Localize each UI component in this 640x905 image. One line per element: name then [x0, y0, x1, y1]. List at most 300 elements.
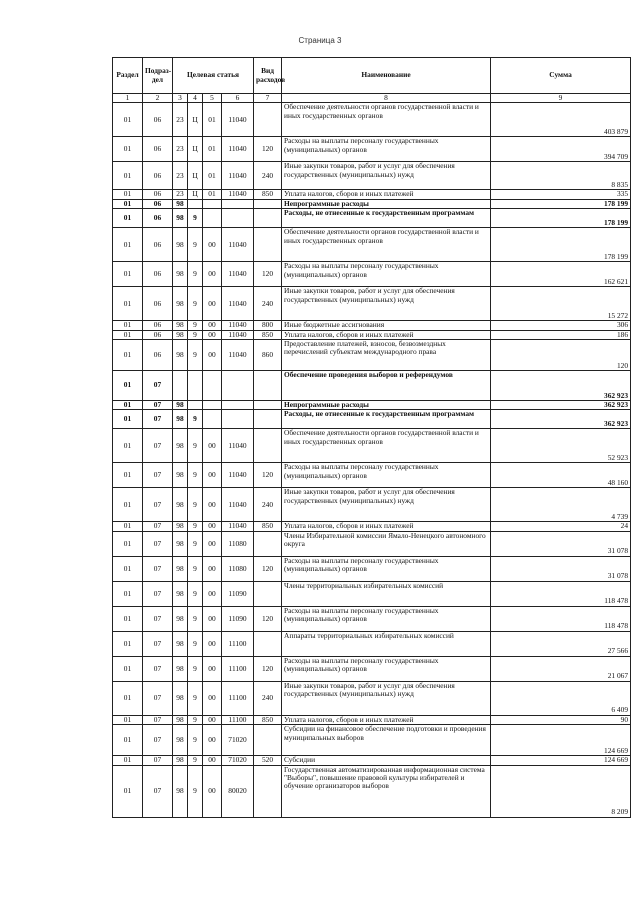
celevaya-part3-cell	[203, 410, 222, 429]
celevaya-part4-cell: 11090	[222, 581, 254, 606]
naimenovanie-cell: Расходы на выплаты персоналу государственных (муниципальных) органов	[282, 556, 491, 581]
celevaya-part2-cell: 9	[188, 228, 203, 262]
celevaya-part4-cell: 11040	[222, 137, 254, 162]
page-label: Страница 3	[298, 36, 342, 45]
celevaya-part2-cell	[188, 199, 203, 208]
summa-cell: 15 272	[491, 287, 631, 321]
podrazdel-cell: 07	[143, 463, 173, 488]
naimenovanie-cell: Расходы на выплаты персоналу государственных (муниципальных) органов	[282, 606, 491, 631]
col-number: 2	[143, 94, 173, 103]
vid-rashodov-cell: 120	[254, 656, 282, 681]
razdel-cell: 01	[113, 228, 143, 262]
podrazdel-cell: 07	[143, 401, 173, 410]
razdel-cell: 01	[113, 556, 143, 581]
table-row	[113, 321, 631, 330]
vid-rashodov-cell: 120	[254, 463, 282, 488]
summa-cell: 120	[491, 340, 631, 371]
celevaya-part1-cell: 98	[173, 488, 188, 522]
celevaya-part3-cell	[203, 199, 222, 208]
celevaya-part2-cell: 9	[188, 765, 203, 817]
podrazdel-cell: 06	[143, 330, 173, 339]
vid-rashodov-cell	[254, 725, 282, 756]
celevaya-part1-cell: 98	[173, 287, 188, 321]
podrazdel-cell: 06	[143, 103, 173, 137]
celevaya-part2-cell: 9	[188, 756, 203, 765]
celevaya-part3-cell: 00	[203, 463, 222, 488]
summa-cell: 52 923	[491, 429, 631, 463]
celevaya-part3-cell: 00	[203, 531, 222, 556]
razdel-cell: 01	[113, 340, 143, 371]
celevaya-part2-cell: 9	[188, 581, 203, 606]
razdel-cell: 01	[113, 401, 143, 410]
podrazdel-cell: 07	[143, 725, 173, 756]
celevaya-part2-cell: 9	[188, 631, 203, 656]
table-body	[113, 103, 631, 817]
summa-cell: 178 199	[491, 228, 631, 262]
naimenovanie-cell: Члены территориальных избирательных комиссий	[282, 581, 491, 606]
celevaya-part3-cell: 01	[203, 162, 222, 190]
podrazdel-cell: 06	[143, 321, 173, 330]
naimenovanie-cell: Уплата налогов, сборов и иных платежей	[282, 715, 491, 724]
celevaya-part1-cell: 98	[173, 410, 188, 429]
naimenovanie-cell: Обеспечение деятельности органов государственной власти и иных государственных органов	[282, 228, 491, 262]
summa-cell: 118 478	[491, 606, 631, 631]
celevaya-part4-cell: 11090	[222, 606, 254, 631]
celevaya-part2-cell: 9	[188, 715, 203, 724]
celevaya-part4-cell: 11040	[222, 103, 254, 137]
celevaya-part3-cell	[203, 371, 222, 401]
razdel-cell: 01	[113, 410, 143, 429]
vid-rashodov-cell: 800	[254, 321, 282, 330]
podrazdel-cell: 07	[143, 765, 173, 817]
table-row	[113, 190, 631, 199]
summa-cell: 90	[491, 715, 631, 724]
table-row	[113, 765, 631, 817]
naimenovanie-cell: Члены Избирательной комиссии Ямало-Ненецкого автономного округа	[282, 531, 491, 556]
summa-cell: 124 669	[491, 725, 631, 756]
budget-table	[112, 57, 631, 818]
vid-rashodov-cell	[254, 631, 282, 656]
celevaya-part1-cell: 23	[173, 103, 188, 137]
naimenovanie-cell: Государственная автоматизированная информационная система "Выборы", повышение правовой культуры избирателей и обучение организаторов выборов	[282, 765, 491, 817]
celevaya-part1-cell: 98	[173, 522, 188, 531]
table-row	[113, 162, 631, 190]
celevaya-part2-cell: 9	[188, 429, 203, 463]
celevaya-part1-cell: 98	[173, 262, 188, 287]
naimenovanie-cell: Расходы на выплаты персоналу государственных (муниципальных) органов	[282, 137, 491, 162]
celevaya-part4-cell: 11040	[222, 228, 254, 262]
celevaya-part2-cell: 9	[188, 209, 203, 228]
razdel-cell: 01	[113, 488, 143, 522]
summa-cell: 124 669	[491, 756, 631, 765]
razdel-cell: 01	[113, 190, 143, 199]
celevaya-part2-cell: 9	[188, 321, 203, 330]
celevaya-part4-cell: 11040	[222, 522, 254, 531]
summa-cell: 362 923	[491, 410, 631, 429]
vid-rashodov-cell: 240	[254, 287, 282, 321]
vid-rashodov-cell: 240	[254, 488, 282, 522]
celevaya-part1-cell: 98	[173, 631, 188, 656]
summa-cell: 394 709	[491, 137, 631, 162]
celevaya-part2-cell: 9	[188, 606, 203, 631]
summa-cell: 31 078	[491, 531, 631, 556]
naimenovanie-cell: Иные закупки товаров, работ и услуг для обеспечения государственных (муниципальных) нужд	[282, 681, 491, 715]
summa-cell: 24	[491, 522, 631, 531]
razdel-cell: 01	[113, 631, 143, 656]
celevaya-part3-cell: 00	[203, 756, 222, 765]
summa-cell: 403 879	[491, 103, 631, 137]
naimenovanie-cell: Иные закупки товаров, работ и услуг для обеспечения государственных (муниципальных) нужд	[282, 488, 491, 522]
naimenovanie-cell: Иные закупки товаров, работ и услуг для обеспечения государственных (муниципальных) нужд	[282, 287, 491, 321]
celevaya-part1-cell: 98	[173, 681, 188, 715]
celevaya-part3-cell: 00	[203, 715, 222, 724]
celevaya-part1-cell: 98	[173, 199, 188, 208]
summa-cell: 4 739	[491, 488, 631, 522]
podrazdel-cell: 07	[143, 681, 173, 715]
table-row	[113, 522, 631, 531]
col-number: 6	[222, 94, 254, 103]
celevaya-part1-cell: 98	[173, 656, 188, 681]
celevaya-part4-cell: 11040	[222, 330, 254, 339]
razdel-cell: 01	[113, 429, 143, 463]
razdel-cell: 01	[113, 371, 143, 401]
table-row	[113, 137, 631, 162]
razdel-cell: 01	[113, 262, 143, 287]
vid-rashodov-cell: 850	[254, 190, 282, 199]
celevaya-part1-cell: 98	[173, 463, 188, 488]
summa-cell: 186	[491, 330, 631, 339]
podrazdel-cell: 06	[143, 262, 173, 287]
celevaya-part3-cell: 00	[203, 606, 222, 631]
naimenovanie-cell: Уплата налогов, сборов и иных платежей	[282, 522, 491, 531]
col-number: 4	[188, 94, 203, 103]
celevaya-part1-cell: 23	[173, 162, 188, 190]
table-row	[113, 262, 631, 287]
celevaya-part1-cell: 98	[173, 756, 188, 765]
naimenovanie-cell: Расходы, не отнесенные к государственным программам	[282, 410, 491, 429]
vid-rashodov-cell	[254, 103, 282, 137]
summa-cell: 27 566	[491, 631, 631, 656]
celevaya-part4-cell: 11040	[222, 488, 254, 522]
celevaya-part4-cell: 11040	[222, 429, 254, 463]
header-vid-rashodov: Вид расходов	[254, 58, 282, 94]
celevaya-part4-cell: 11040	[222, 190, 254, 199]
naimenovanie-cell: Аппараты территориальных избирательных комиссий	[282, 631, 491, 656]
razdel-cell: 01	[113, 765, 143, 817]
celevaya-part4-cell: 11100	[222, 631, 254, 656]
summa-cell: 8 835	[491, 162, 631, 190]
podrazdel-cell: 07	[143, 556, 173, 581]
podrazdel-cell: 06	[143, 287, 173, 321]
celevaya-part1-cell: 98	[173, 401, 188, 410]
celevaya-part1-cell: 98	[173, 340, 188, 371]
celevaya-part4-cell	[222, 401, 254, 410]
naimenovanie-cell: Субсидии на финансовое обеспечение подготовки и проведения муниципальных выборов	[282, 725, 491, 756]
podrazdel-cell: 07	[143, 631, 173, 656]
table-row	[113, 228, 631, 262]
celevaya-part3-cell: 01	[203, 190, 222, 199]
vid-rashodov-cell: 120	[254, 606, 282, 631]
razdel-cell: 01	[113, 606, 143, 631]
vid-rashodov-cell: 850	[254, 715, 282, 724]
vid-rashodov-cell	[254, 581, 282, 606]
naimenovanie-cell: Уплата налогов, сборов и иных платежей	[282, 330, 491, 339]
celevaya-part4-cell: 11100	[222, 656, 254, 681]
celevaya-part3-cell: 01	[203, 103, 222, 137]
celevaya-part2-cell: 9	[188, 522, 203, 531]
celevaya-part1-cell: 98	[173, 581, 188, 606]
razdel-cell: 01	[113, 656, 143, 681]
podrazdel-cell: 07	[143, 581, 173, 606]
naimenovanie-cell: Обеспечение проведения выборов и референдумов	[282, 371, 491, 401]
celevaya-part3-cell	[203, 401, 222, 410]
razdel-cell: 01	[113, 287, 143, 321]
celevaya-part3-cell: 00	[203, 656, 222, 681]
celevaya-part4-cell	[222, 410, 254, 429]
vid-rashodov-cell	[254, 228, 282, 262]
celevaya-part3-cell: 00	[203, 330, 222, 339]
summa-cell: 162 621	[491, 262, 631, 287]
podrazdel-cell: 07	[143, 606, 173, 631]
razdel-cell: 01	[113, 715, 143, 724]
naimenovanie-cell: Непрограммные расходы	[282, 401, 491, 410]
col-number: 7	[254, 94, 282, 103]
celevaya-part3-cell: 00	[203, 681, 222, 715]
header-summa: Сумма	[491, 58, 631, 94]
razdel-cell: 01	[113, 531, 143, 556]
naimenovanie-cell: Субсидии	[282, 756, 491, 765]
razdel-cell: 01	[113, 199, 143, 208]
celevaya-part4-cell: 71020	[222, 725, 254, 756]
celevaya-part2-cell	[188, 371, 203, 401]
celevaya-part2-cell: 9	[188, 287, 203, 321]
celevaya-part4-cell: 80020	[222, 765, 254, 817]
celevaya-part3-cell: 00	[203, 488, 222, 522]
celevaya-part1-cell: 98	[173, 531, 188, 556]
celevaya-part3-cell: 00	[203, 522, 222, 531]
vid-rashodov-cell	[254, 371, 282, 401]
podrazdel-cell: 06	[143, 199, 173, 208]
celevaya-part2-cell: 9	[188, 410, 203, 429]
vid-rashodov-cell: 120	[254, 137, 282, 162]
celevaya-part2-cell: Ц	[188, 190, 203, 199]
podrazdel-cell: 06	[143, 162, 173, 190]
celevaya-part1-cell: 98	[173, 228, 188, 262]
table-row	[113, 581, 631, 606]
table-row	[113, 103, 631, 137]
header-naimenovanie: Наименование	[282, 58, 491, 94]
celevaya-part4-cell: 11080	[222, 556, 254, 581]
vid-rashodov-cell: 240	[254, 162, 282, 190]
table-row	[113, 340, 631, 371]
summa-cell: 178 199	[491, 209, 631, 228]
vid-rashodov-cell: 120	[254, 556, 282, 581]
naimenovanie-cell: Расходы на выплаты персоналу государственных (муниципальных) органов	[282, 463, 491, 488]
celevaya-part1-cell: 23	[173, 190, 188, 199]
celevaya-part4-cell: 11100	[222, 681, 254, 715]
vid-rashodov-cell: 240	[254, 681, 282, 715]
header-razdel: Раздел	[113, 58, 143, 94]
celevaya-part2-cell: 9	[188, 262, 203, 287]
table-row	[113, 725, 631, 756]
celevaya-part4-cell: 71020	[222, 756, 254, 765]
celevaya-part2-cell: 9	[188, 340, 203, 371]
table-row	[113, 429, 631, 463]
table-row	[113, 656, 631, 681]
celevaya-part4-cell: 11040	[222, 162, 254, 190]
podrazdel-cell: 07	[143, 429, 173, 463]
celevaya-part3-cell: 00	[203, 287, 222, 321]
razdel-cell: 01	[113, 581, 143, 606]
celevaya-part3-cell: 00	[203, 581, 222, 606]
celevaya-part1-cell: 98	[173, 321, 188, 330]
naimenovanie-cell: Обеспечение деятельности органов государственной власти и иных государственных органов	[282, 429, 491, 463]
celevaya-part1-cell: 98	[173, 725, 188, 756]
vid-rashodov-cell: 120	[254, 262, 282, 287]
summa-cell: 6 409	[491, 681, 631, 715]
celevaya-part1-cell	[173, 371, 188, 401]
summa-cell: 362 923	[491, 371, 631, 401]
header-podrazdel: Подраз-дел	[143, 58, 173, 94]
header-celevaya-statya: Целевая статья	[173, 58, 254, 94]
summa-cell: 362 923	[491, 401, 631, 410]
naimenovanie-cell: Уплата налогов, сборов и иных платежей	[282, 190, 491, 199]
col-number: 3	[173, 94, 188, 103]
celevaya-part2-cell: Ц	[188, 162, 203, 190]
summa-cell: 306	[491, 321, 631, 330]
celevaya-part1-cell: 98	[173, 606, 188, 631]
razdel-cell: 01	[113, 162, 143, 190]
celevaya-part4-cell: 11040	[222, 340, 254, 371]
table-row	[113, 606, 631, 631]
vid-rashodov-cell	[254, 410, 282, 429]
celevaya-part4-cell: 11100	[222, 715, 254, 724]
celevaya-part3-cell: 00	[203, 340, 222, 371]
vid-rashodov-cell	[254, 531, 282, 556]
celevaya-part1-cell: 98	[173, 330, 188, 339]
vid-rashodov-cell: 860	[254, 340, 282, 371]
celevaya-part3-cell: 01	[203, 137, 222, 162]
table-row	[113, 410, 631, 429]
razdel-cell: 01	[113, 756, 143, 765]
celevaya-part4-cell: 11080	[222, 531, 254, 556]
table-row	[113, 756, 631, 765]
table-row	[113, 463, 631, 488]
table-row	[113, 681, 631, 715]
vid-rashodov-cell	[254, 429, 282, 463]
razdel-cell: 01	[113, 681, 143, 715]
celevaya-part2-cell: 9	[188, 656, 203, 681]
naimenovanie-cell: Расходы, не отнесенные к государственным программам	[282, 209, 491, 228]
podrazdel-cell: 07	[143, 522, 173, 531]
podrazdel-cell: 06	[143, 209, 173, 228]
vid-rashodov-cell	[254, 765, 282, 817]
podrazdel-cell: 06	[143, 340, 173, 371]
celevaya-part2-cell: 9	[188, 681, 203, 715]
table-row	[113, 556, 631, 581]
summa-cell: 335	[491, 190, 631, 199]
podrazdel-cell: 07	[143, 531, 173, 556]
celevaya-part1-cell: 23	[173, 137, 188, 162]
celevaya-part2-cell: 9	[188, 531, 203, 556]
razdel-cell: 01	[113, 103, 143, 137]
celevaya-part2-cell: 9	[188, 463, 203, 488]
razdel-cell: 01	[113, 725, 143, 756]
table-row	[113, 287, 631, 321]
celevaya-part3-cell: 00	[203, 725, 222, 756]
razdel-cell: 01	[113, 137, 143, 162]
razdel-cell: 01	[113, 463, 143, 488]
podrazdel-cell: 06	[143, 228, 173, 262]
razdel-cell: 01	[113, 321, 143, 330]
vid-rashodov-cell: 520	[254, 756, 282, 765]
celevaya-part3-cell: 00	[203, 228, 222, 262]
celevaya-part2-cell: 9	[188, 488, 203, 522]
summa-cell: 31 078	[491, 556, 631, 581]
col-number: 5	[203, 94, 222, 103]
table-row	[113, 531, 631, 556]
vid-rashodov-cell	[254, 209, 282, 228]
celevaya-part3-cell: 00	[203, 429, 222, 463]
vid-rashodov-cell: 850	[254, 330, 282, 339]
celevaya-part4-cell: 11040	[222, 262, 254, 287]
vid-rashodov-cell: 850	[254, 522, 282, 531]
table-row	[113, 631, 631, 656]
podrazdel-cell: 06	[143, 190, 173, 199]
celevaya-part3-cell: 00	[203, 765, 222, 817]
celevaya-part1-cell: 98	[173, 765, 188, 817]
celevaya-part3-cell: 00	[203, 631, 222, 656]
table-row	[113, 209, 631, 228]
celevaya-part4-cell: 11040	[222, 463, 254, 488]
celevaya-part1-cell: 98	[173, 209, 188, 228]
podrazdel-cell: 07	[143, 715, 173, 724]
razdel-cell: 01	[113, 330, 143, 339]
celevaya-part3-cell: 00	[203, 556, 222, 581]
celevaya-part3-cell: 00	[203, 321, 222, 330]
celevaya-part4-cell	[222, 371, 254, 401]
summa-cell: 8 209	[491, 765, 631, 817]
summa-cell: 118 478	[491, 581, 631, 606]
summa-cell: 178 199	[491, 199, 631, 208]
summa-cell: 48 160	[491, 463, 631, 488]
razdel-cell: 01	[113, 522, 143, 531]
vid-rashodov-cell	[254, 401, 282, 410]
col-number: 8	[282, 94, 491, 103]
podrazdel-cell: 07	[143, 656, 173, 681]
celevaya-part2-cell: 9	[188, 330, 203, 339]
podrazdel-cell: 07	[143, 371, 173, 401]
podrazdel-cell: 06	[143, 137, 173, 162]
celevaya-part3-cell	[203, 209, 222, 228]
naimenovanie-cell: Иные бюджетные ассигнования	[282, 321, 491, 330]
naimenovanie-cell: Расходы на выплаты персоналу государственных (муниципальных) органов	[282, 656, 491, 681]
table-row	[113, 371, 631, 401]
celevaya-part2-cell: 9	[188, 556, 203, 581]
celevaya-part2-cell: Ц	[188, 137, 203, 162]
naimenovanie-cell: Непрограммные расходы	[282, 199, 491, 208]
celevaya-part3-cell: 00	[203, 262, 222, 287]
podrazdel-cell: 07	[143, 488, 173, 522]
razdel-cell: 01	[113, 209, 143, 228]
podrazdel-cell: 07	[143, 410, 173, 429]
celevaya-part2-cell: Ц	[188, 103, 203, 137]
celevaya-part1-cell: 98	[173, 556, 188, 581]
celevaya-part2-cell	[188, 401, 203, 410]
col-number: 9	[491, 94, 631, 103]
naimenovanie-cell: Обеспечение деятельности органов государственной власти и иных государственных органов	[282, 103, 491, 137]
celevaya-part4-cell	[222, 209, 254, 228]
